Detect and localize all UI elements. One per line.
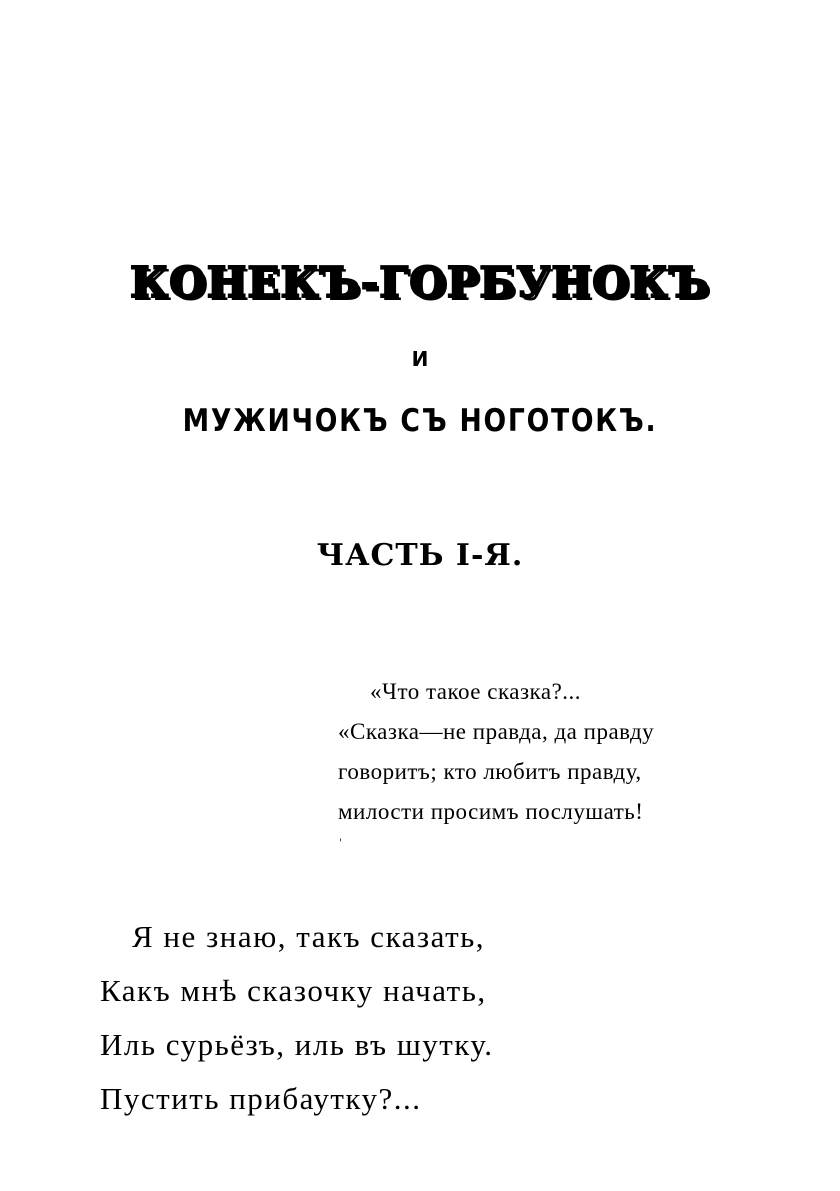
verse <box>100 910 494 1126</box>
part-heading: ЧАСТЬ I-Я. <box>316 538 524 573</box>
verse-line: Я не знаю, такъ сказать, <box>132 919 486 954</box>
epigraph-line: «Что такое сказка?... <box>370 679 582 704</box>
epigraph-line: «Сказка—не правда, да правду <box>338 719 655 744</box>
title-conjunction: И <box>411 347 429 371</box>
epigraph <box>338 672 778 832</box>
verse-line: Иль сурьёзъ, иль въ шутку. <box>100 1027 494 1062</box>
stray-mark: ' <box>339 838 342 849</box>
verse-line: Какъ мнѣ сказочку начать, <box>100 973 487 1008</box>
subtitle: МУЖИЧОКЪ СЪ НОГОТОКЪ. <box>182 403 658 439</box>
verse-line: Пустить прибаутку?... <box>100 1081 422 1116</box>
epigraph-line: говоритъ; кто любитъ правду, <box>338 759 642 784</box>
epigraph-line: милости просимъ послушать! <box>338 799 644 824</box>
main-title: КОНЕКЪ-ГОРБУНОКЪ <box>129 258 711 307</box>
